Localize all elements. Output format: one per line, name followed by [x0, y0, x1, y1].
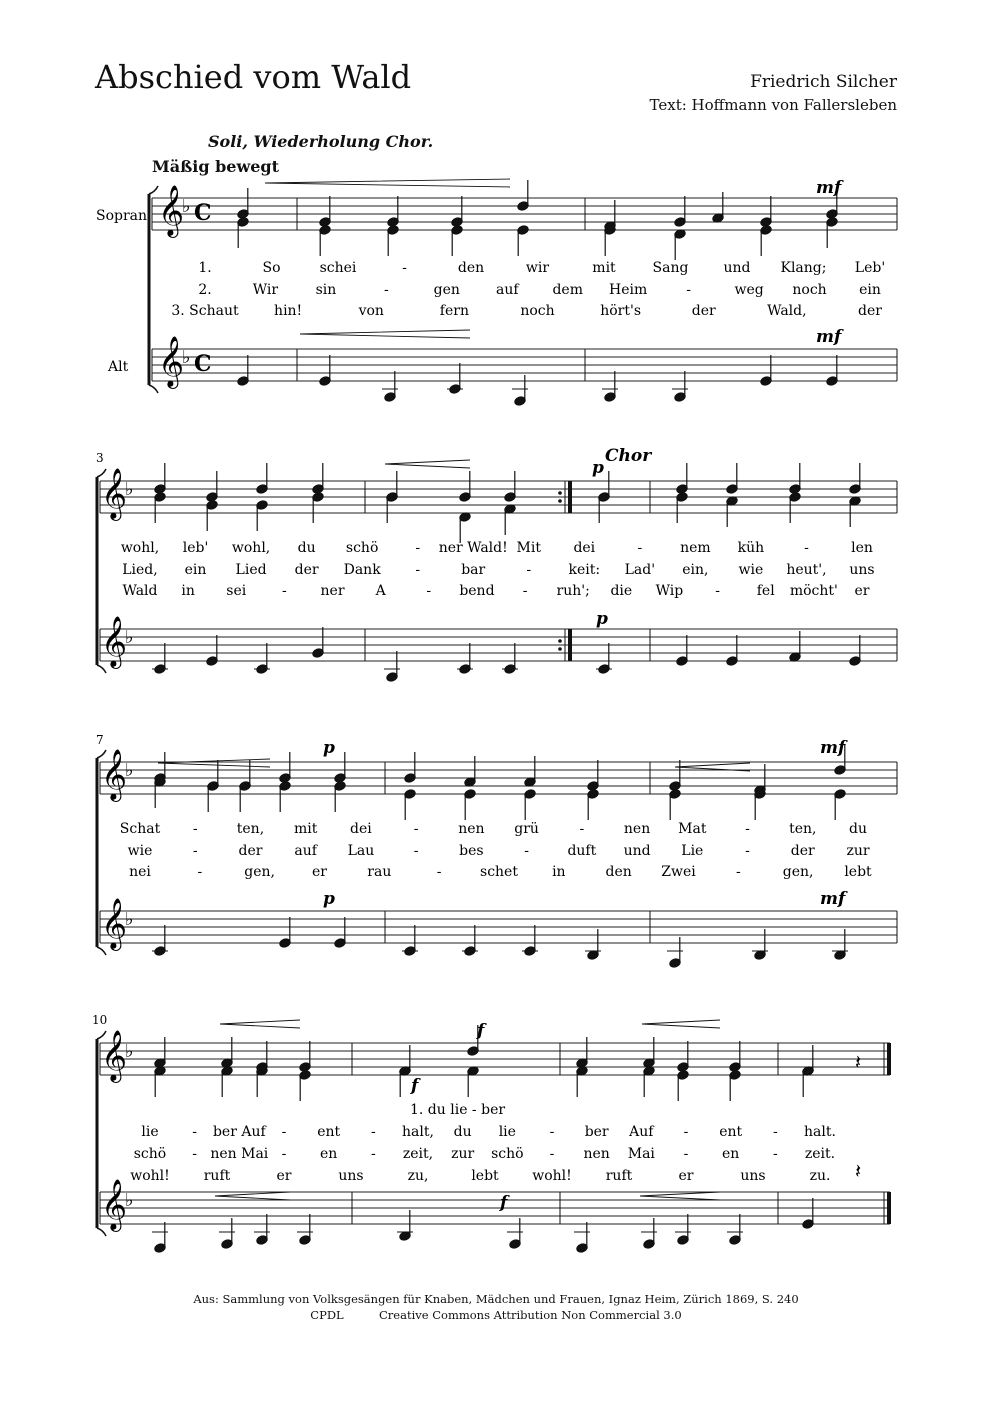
lyric-syllable: duft	[567, 843, 597, 859]
lyric-syllable: 1.	[198, 260, 212, 276]
lyric-syllable: -	[683, 1146, 689, 1162]
lyric-syllable: uns	[849, 562, 875, 578]
dynamic-mf: mf	[820, 889, 846, 909]
final-barline-thick	[887, 1192, 891, 1224]
lyric-syllable: der	[858, 303, 882, 319]
lyric-syllable: -	[735, 864, 741, 880]
lyric-syllable: ent	[719, 1124, 743, 1140]
lyric-syllable: Lied,	[122, 562, 158, 578]
lyric-syllable: Dank	[343, 562, 381, 578]
lyric-syllable: du	[297, 540, 316, 556]
lyric-syllable: hin!	[274, 303, 303, 319]
repeat-dot	[558, 491, 562, 495]
lyric-syllable: en	[320, 1146, 338, 1162]
lyric-syllable: nen	[583, 1146, 610, 1162]
key-flat-icon: ♭	[125, 760, 134, 781]
repeat-dot	[558, 639, 562, 643]
lyric-syllable: A	[375, 583, 386, 599]
lyric-syllable: schö	[491, 1146, 524, 1162]
repeat-dot	[558, 647, 562, 651]
key-flat-icon: ♭	[125, 1190, 134, 1211]
lyric-syllable: grü	[514, 821, 539, 837]
lyric-syllable: -	[415, 540, 421, 556]
lyric-syllable: wie	[127, 843, 153, 859]
dynamic-p: p	[592, 458, 604, 478]
treble-clef-icon: 𝄞	[158, 336, 185, 387]
lyric-syllable: en	[722, 1146, 740, 1162]
lyric-syllable: nen	[623, 821, 651, 837]
lyric-syllable: bend	[459, 583, 495, 599]
lyric-syllable: Schat	[119, 821, 161, 837]
lyric-syllable: -	[745, 843, 750, 859]
lyric-syllable: zu.	[809, 1168, 831, 1184]
lyric-syllable: sin	[315, 282, 337, 298]
lyric-syllable: dei	[573, 540, 596, 556]
lyric-syllable: -	[426, 583, 432, 599]
dynamic-p: p	[596, 609, 608, 629]
treble-clef-icon: 𝄞	[101, 898, 128, 949]
footer-license-text: Creative Commons Attribution Non Commercial 3.0	[379, 1308, 682, 1322]
lyric-syllable: er	[854, 583, 870, 599]
key-flat-icon: ♭	[182, 196, 191, 217]
lyric-syllable: und	[723, 260, 751, 276]
lyric-syllable: leb'	[182, 540, 209, 556]
lyric-syllable: bar	[461, 562, 486, 578]
lyric-syllable: Zwei	[661, 864, 696, 880]
hairpin	[215, 1192, 290, 1200]
measure-number: 7	[96, 733, 104, 747]
lyric-syllable: dei	[350, 821, 372, 837]
lyric-syllable: lebt	[471, 1168, 499, 1184]
lyric-syllable: Leb'	[854, 260, 886, 276]
page-title: Abschied vom Wald	[95, 58, 412, 96]
lyric-syllable: ruft	[605, 1168, 633, 1184]
lyric-syllable: der	[691, 303, 716, 319]
dynamic-f: f	[477, 1021, 485, 1041]
lyric-syllable: ber	[584, 1124, 609, 1140]
lyric-syllable: uns	[338, 1168, 364, 1184]
lyric-syllable: wir	[525, 260, 550, 276]
lyric-syllable: mit	[592, 260, 616, 276]
treble-clef-icon: 𝄞	[101, 468, 128, 519]
first-ending-lyric: 1. du lie - ber	[410, 1102, 506, 1118]
key-flat-icon: ♭	[125, 479, 134, 500]
final-barline-thick	[887, 1043, 891, 1075]
hairpin	[220, 1020, 300, 1028]
lyric-syllable: und	[623, 843, 651, 859]
lyric-syllable: -	[192, 1146, 198, 1162]
lyric-syllable: Wald	[122, 583, 158, 599]
lyric-syllable: 2.	[198, 282, 212, 298]
lyric-syllable: hört's	[600, 303, 642, 319]
lyric-syllable: der	[294, 562, 319, 578]
lyric-syllable: lebt	[844, 864, 872, 880]
staff-alto	[100, 1192, 890, 1224]
lyric-syllable: ein	[184, 562, 207, 578]
staff-soprano	[100, 762, 897, 794]
repeat-dot	[558, 499, 562, 503]
lyric-syllable: wohl,	[231, 540, 271, 556]
key-flat-icon: ♭	[125, 627, 134, 648]
lyric-syllable: -	[715, 583, 720, 599]
dynamic-f: f	[411, 1076, 419, 1096]
lyric-syllable: -	[370, 1146, 376, 1162]
lyric-syllable: küh	[737, 540, 765, 556]
lyric-syllable: ein,	[682, 562, 709, 578]
lyric-syllable: sei	[226, 583, 247, 599]
lyric-syllable: -	[415, 562, 421, 578]
dynamic-p: p	[323, 738, 335, 758]
lyric-syllable: Mai	[627, 1146, 655, 1162]
lyric-syllable: noch	[520, 303, 555, 319]
lyric-syllable: 3. Schaut	[171, 303, 239, 319]
lyric-syllable: weg	[734, 282, 764, 298]
lyric-syllable: zu,	[407, 1168, 429, 1184]
lyric-syllable: -	[683, 1124, 689, 1140]
repeat-barline-thick	[568, 629, 572, 661]
lyric-syllable: die	[610, 583, 633, 599]
lyric-syllable: schö	[345, 540, 379, 556]
chor-marking: Chor	[605, 446, 652, 466]
treble-clef-icon: 𝄞	[158, 185, 185, 236]
lyric-syllable: er	[276, 1168, 292, 1184]
lyric-syllable: der	[238, 843, 263, 859]
lyric-syllable: lie	[498, 1124, 516, 1140]
hairpin	[385, 460, 470, 468]
lyric-syllable: Lie	[681, 843, 704, 859]
lyric-syllable: möcht'	[789, 583, 838, 599]
hairpin	[642, 1020, 720, 1028]
lyricist-credit: Text: Hoffmann von Fallersleben	[649, 96, 897, 114]
lyric-syllable: -	[637, 540, 643, 556]
dynamic-f: f	[500, 1193, 508, 1213]
lyric-syllable: nei	[129, 864, 151, 880]
time-signature-c: C	[194, 351, 212, 377]
lyric-syllable: Heim	[609, 282, 648, 298]
staff-soprano	[100, 481, 897, 513]
lyric-syllable: zeit.	[804, 1146, 836, 1162]
lyric-syllable: fern	[439, 303, 469, 319]
lyric-syllable: -	[549, 1146, 555, 1162]
lyric-syllable: ner Wald!	[438, 540, 508, 556]
lyric-syllable: von	[358, 303, 384, 319]
measure-number: 10	[92, 1013, 108, 1027]
lyric-syllable: So	[262, 260, 281, 276]
lyric-syllable: -	[772, 1124, 778, 1140]
lyric-syllable: -	[413, 843, 419, 859]
lyric-syllable: len	[851, 540, 873, 556]
lyric-syllable: schet	[480, 864, 518, 880]
performance-note: Soli, Wiederholung Chor.	[208, 132, 434, 151]
lyric-syllable: den	[605, 864, 632, 880]
lyric-syllable: schö	[133, 1146, 167, 1162]
lyric-syllable: gen	[433, 282, 460, 298]
key-flat-icon: ♭	[125, 1041, 134, 1062]
lyric-syllable: ten,	[236, 821, 265, 837]
lyric-syllable: ber Auf	[212, 1124, 266, 1140]
time-signature-c: C	[194, 200, 212, 226]
lyric-syllable: ner	[320, 583, 345, 599]
lyric-syllable: -	[370, 1124, 376, 1140]
lyric-syllable: bes	[459, 843, 484, 859]
lyric-syllable: Lau	[347, 843, 375, 859]
lyric-syllable: -	[804, 540, 809, 556]
lyric-syllable: er	[678, 1168, 694, 1184]
lyric-syllable: heut',	[786, 562, 827, 578]
lyric-syllable: wohl,	[120, 540, 160, 556]
staff-soprano	[100, 1043, 890, 1075]
lyric-syllable: zeit,	[402, 1146, 434, 1162]
lyric-syllable: Lad'	[624, 562, 656, 578]
lyric-syllable: uns	[740, 1168, 766, 1184]
lyric-syllable: -	[526, 562, 532, 578]
lyric-syllable: -	[281, 1124, 287, 1140]
lyric-syllable: nen Mai	[210, 1146, 269, 1162]
dynamic-p: p	[323, 889, 335, 909]
lyric-syllable: du	[849, 821, 867, 837]
lyric-syllable: -	[579, 821, 585, 837]
lyric-syllable: mit	[293, 821, 318, 837]
lyric-syllable: zur	[846, 843, 870, 859]
lyric-syllable: dem	[552, 282, 583, 298]
quarter-rest-icon: 𝄽	[855, 1050, 862, 1074]
tempo-marking: Mäßig bewegt	[152, 157, 279, 176]
lyric-syllable: nen	[458, 821, 485, 837]
lyric-syllable: wohl!	[130, 1168, 170, 1184]
lyric-syllable: er	[312, 864, 327, 880]
lyric-syllable: halt,	[402, 1124, 434, 1140]
staff-alto	[100, 911, 897, 943]
lyric-syllable: -	[549, 1124, 555, 1140]
lyric-syllable: nem	[680, 540, 711, 556]
lyric-syllable: -	[383, 282, 389, 298]
lyric-syllable: auf	[495, 282, 519, 298]
lyric-syllable: -	[686, 282, 692, 298]
lyric-syllable: Mit	[516, 540, 541, 556]
lyric-syllable: -	[402, 260, 407, 276]
lyric-syllable: -	[522, 583, 528, 599]
dynamic-mf: mf	[816, 178, 842, 198]
hairpin	[158, 759, 270, 767]
dynamic-mf: mf	[816, 327, 842, 347]
lyric-syllable: gen,	[244, 864, 276, 880]
composer-credit: Friedrich Silcher	[750, 72, 897, 92]
lyric-syllable: -	[524, 843, 529, 859]
lyric-syllable: ent	[317, 1124, 341, 1140]
lyric-syllable: -	[745, 821, 750, 837]
lyric-syllable: fel	[756, 583, 775, 599]
lyric-syllable: der	[790, 843, 815, 859]
treble-clef-icon: 𝄞	[101, 1179, 128, 1230]
footer-license	[0, 1308, 992, 1322]
hairpin	[265, 179, 510, 187]
treble-clef-icon: 𝄞	[101, 749, 128, 800]
lyric-syllable: ein	[859, 282, 881, 298]
lyric-syllable: zur	[451, 1146, 475, 1162]
lyric-syllable: noch	[792, 282, 827, 298]
lyric-syllable: lie	[141, 1124, 159, 1140]
repeat-barline-thick	[568, 481, 572, 513]
lyric-syllable: Sang	[652, 260, 689, 276]
lyric-syllable: auf	[294, 843, 317, 859]
lyric-syllable: den	[457, 260, 485, 276]
voice-label-alto: Alt	[108, 359, 129, 375]
lyric-syllable: wohl!	[532, 1168, 572, 1184]
staff-alto	[100, 629, 897, 661]
lyric-syllable: schei	[319, 260, 357, 276]
lyric-syllable: gen,	[782, 864, 814, 880]
lyric-syllable: du	[453, 1124, 472, 1140]
lyric-syllable: keit:	[568, 562, 601, 578]
lyric-syllable: halt.	[804, 1124, 836, 1140]
lyric-syllable: -	[197, 864, 203, 880]
hairpin	[640, 1192, 720, 1200]
lyric-syllable: ten,	[789, 821, 817, 837]
lyric-syllable: -	[413, 821, 419, 837]
lyric-syllable: wie	[738, 562, 764, 578]
lyric-syllable: Klang;	[780, 260, 827, 276]
hairpin	[300, 330, 470, 338]
lyric-syllable: -	[192, 821, 198, 837]
lyric-syllable: Auf	[629, 1124, 654, 1140]
lyric-syllable: rau	[367, 864, 392, 880]
quarter-rest-icon: 𝄽	[855, 1159, 862, 1183]
lyric-syllable: Lied	[235, 562, 267, 578]
lyric-syllable: ruft	[203, 1168, 231, 1184]
lyric-syllable: -	[772, 1146, 778, 1162]
treble-clef-icon: 𝄞	[101, 616, 128, 667]
lyric-syllable: -	[281, 1146, 287, 1162]
lyric-syllable: Wald,	[767, 303, 807, 319]
lyric-syllable: Wir	[252, 282, 279, 298]
dynamic-mf: mf	[820, 738, 846, 758]
lyric-syllable: -	[282, 583, 287, 599]
treble-clef-icon: 𝄞	[101, 1030, 128, 1081]
footer-license-org: CPDL	[310, 1308, 344, 1322]
lyric-syllable: -	[192, 1124, 198, 1140]
voice-label-soprano: Sopran	[96, 208, 148, 224]
lyric-syllable: Wip	[655, 583, 684, 599]
lyric-syllable: -	[192, 843, 198, 859]
lyric-syllable: Mat	[678, 821, 707, 837]
key-flat-icon: ♭	[125, 909, 134, 930]
lyric-syllable: -	[436, 864, 442, 880]
measure-number: 3	[96, 451, 104, 465]
key-flat-icon: ♭	[182, 347, 191, 368]
lyric-syllable: ruh';	[556, 583, 590, 599]
lyric-syllable: in	[181, 583, 195, 599]
lyric-syllable: in	[552, 864, 566, 880]
footer-source: Aus: Sammlung von Volksgesängen für Knaben, Mädchen und Frauen, Ignaz Heim, Zürich 1869, S. 240	[193, 1292, 799, 1306]
